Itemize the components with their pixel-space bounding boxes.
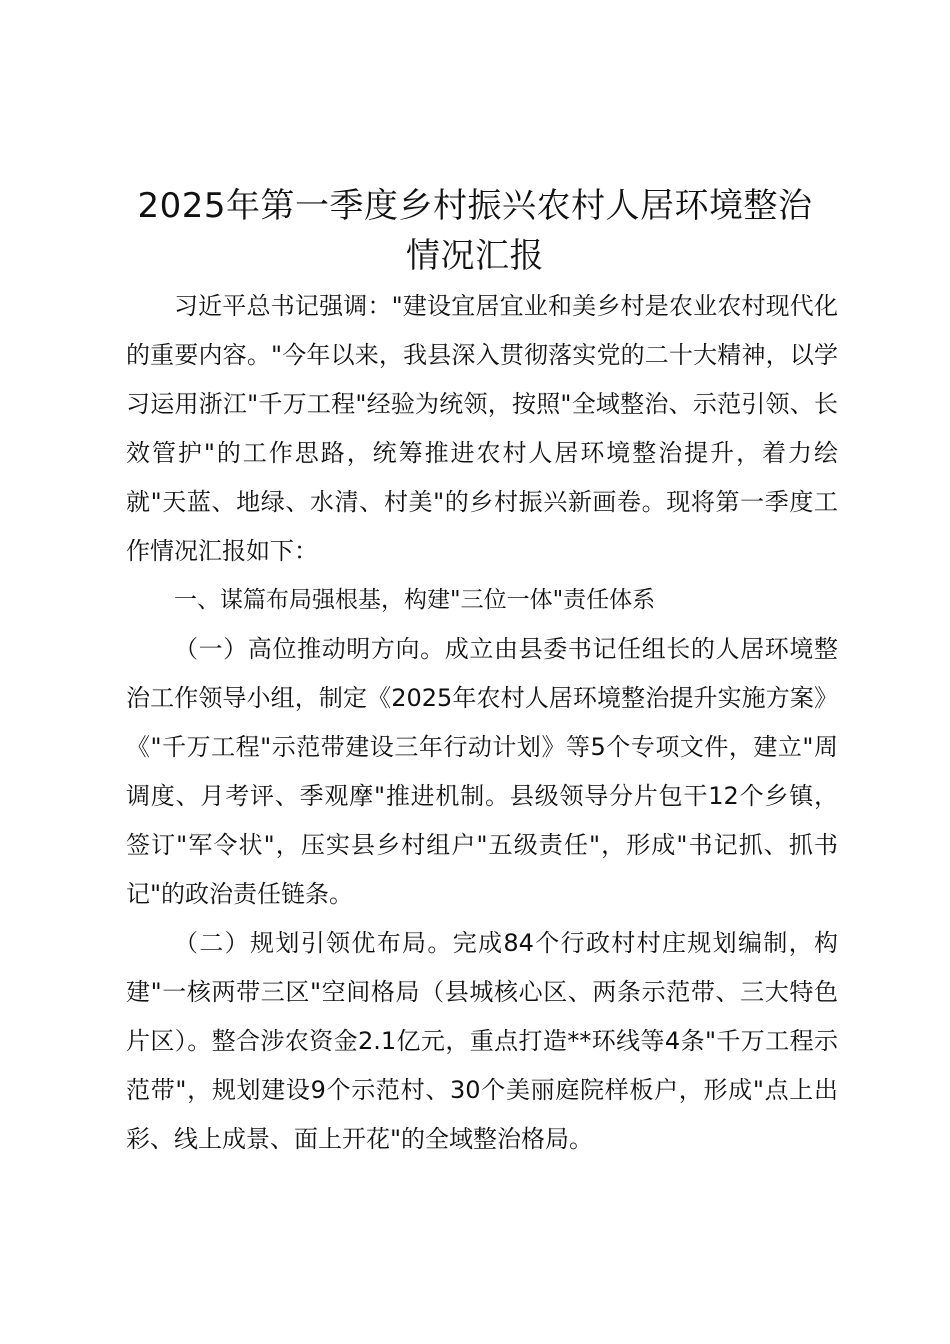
section-item-1-paragraph: （一）高位推动明方向。成立由县委书记任组长的人居环境整治工作领导小组，制定《2025年农村人居环境整治提升实施方案》《"千万工程"示范带建设三年行动计划》等5个专项文件，建立"周调度、月考评、季观摩"推进机制。县级领导分片包干12个乡镇，签订"军令状"，压实县乡村组户"五级责任"，形成"书记抓、抓书记"的政治责任链条。 [126, 635, 838, 908]
section-heading: 一、谋篇布局强根基，构建"三位一体"责任体系 [174, 587, 656, 613]
intro-paragraph: 习近平总书记强调："建设宜居宜业和美乡村是农业农村现代化的重要内容。"今年以来，我县深入贯彻落实党的二十大精神，以学习运用浙江"千万工程"经验为统领，按照"全域整治、示范引领、长效管护"的工作思路，统筹推进农村人居环境整治提升，着力绘就"天蓝、地绿、水清、村美"的乡村振兴新画卷。现将第一季度工作情况汇报如下： [126, 292, 838, 565]
document-body [126, 282, 838, 1164]
document-title-line-1: 2025年第一季度乡村振兴农村人居环境整治 [137, 186, 813, 226]
document-title-line-2: 情况汇报 [406, 236, 544, 276]
section-item-2-paragraph: （二）规划引领优布局。完成84个行政村村庄规划编制，构建"一核两带三区"空间格局（县城核心区、两条示范带、三大特色片区）。整合涉农资金2.1亿元，重点打造**环线等4条"千万工程示范带"，规划建设9个示范村、30个美丽庭院样板户，形成"点上出彩、线上成景、面上开花"的全域整治格局。 [126, 929, 838, 1153]
